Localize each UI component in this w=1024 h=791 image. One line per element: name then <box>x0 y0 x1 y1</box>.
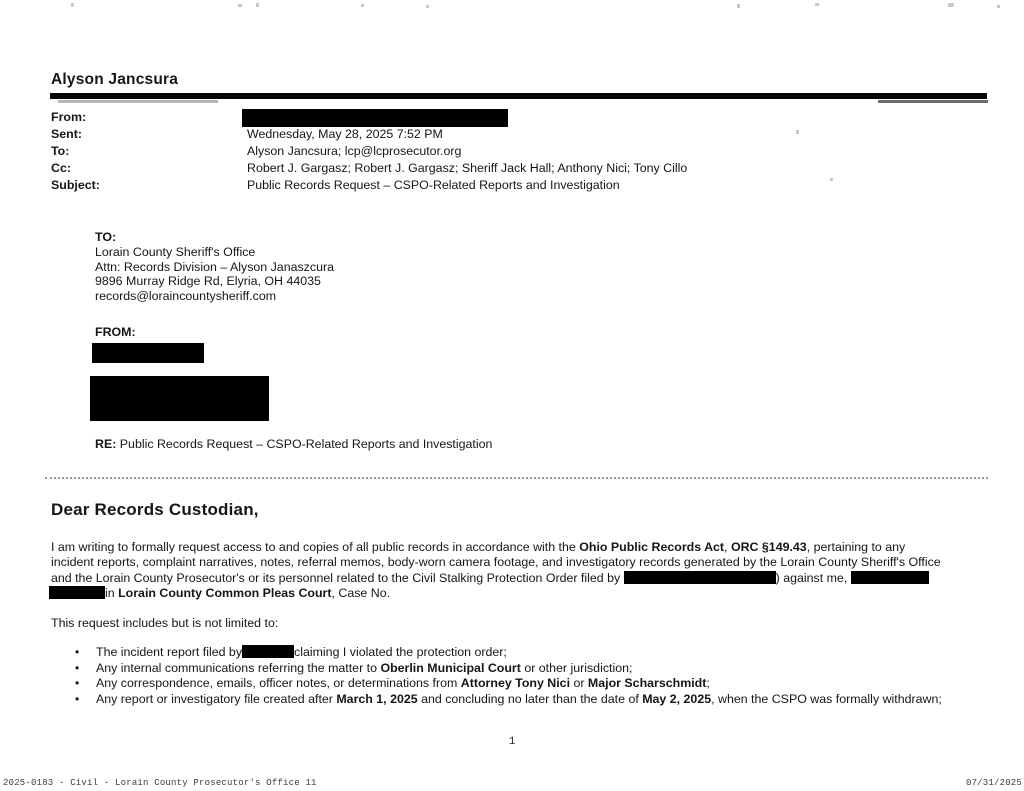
subject-label: Subject: <box>51 178 100 192</box>
bullet-dot: • <box>75 691 80 706</box>
scan-speck <box>997 5 1000 8</box>
scan-speck <box>815 3 819 6</box>
from-block-label: FROM: <box>95 325 136 339</box>
to-block-label: TO: <box>95 230 117 244</box>
text-segment: The incident report filed by <box>96 645 243 659</box>
text-segment: Any correspondence, emails, officer notes, or determinations from <box>96 676 461 691</box>
paragraph-line-1 <box>51 540 1011 555</box>
redaction-bar <box>90 376 269 421</box>
footer-case-reference: 2025-0183 - Civil - Lorain County Prosecutor's Office 11 <box>3 778 317 788</box>
text-segment: I am writing to formally request access to and copies of all public records in accordance with the <box>51 540 580 554</box>
redaction-bar <box>851 571 929 584</box>
bullet-item-1 <box>75 645 942 661</box>
text-segment-bold: Oberlin Municipal Court <box>380 660 521 675</box>
to-label: To: <box>51 144 70 158</box>
request-paragraph <box>51 540 1011 601</box>
text-segment: , <box>724 540 731 554</box>
sent-label: Sent: <box>51 127 82 141</box>
scan-speck <box>361 4 364 7</box>
paragraph-line-4 <box>51 586 1011 601</box>
bullet-dot: • <box>75 676 80 691</box>
text-segment-bold: March 1, 2025 <box>336 691 418 706</box>
text-segment-bold: May 2, 2025 <box>642 691 712 706</box>
section-divider <box>45 477 988 479</box>
text-segment: , Case No. <box>331 585 391 600</box>
text-segment: or <box>570 676 588 691</box>
scan-smudge <box>58 100 218 103</box>
recipient-email: records@loraincountysheriff.com <box>95 289 277 304</box>
redaction-bar <box>92 343 204 363</box>
scan-speck <box>737 4 740 8</box>
request-bullet-list <box>75 645 942 707</box>
text-segment: , pertaining to any <box>806 540 906 554</box>
to-value: Alyson Jancsura; lcp@lcprosecutor.org <box>247 144 462 158</box>
text-segment-bold: Attorney Tony Nici <box>460 676 571 691</box>
text-segment: in <box>105 585 119 600</box>
bullet-item-2 <box>75 661 942 677</box>
scan-speck <box>426 5 429 8</box>
scan-speck <box>238 4 242 7</box>
recipient-attn: Attn: Records Division – Alyson Janaszcura <box>95 259 334 274</box>
re-subject-line <box>95 437 492 451</box>
redaction-bar <box>624 571 776 584</box>
re-label: RE: <box>95 437 117 451</box>
bullet-dot: • <box>75 645 80 659</box>
text-segment-bold: ORC §149.43 <box>730 540 807 554</box>
recipient-org: Lorain County Sheriff's Office <box>95 244 256 259</box>
paragraph-line-3 <box>51 571 1011 586</box>
scan-smudge <box>878 100 988 103</box>
recipient-address-block <box>95 230 334 304</box>
scan-speck <box>948 3 954 7</box>
text-segment: and concluding no later than the date of <box>417 691 643 706</box>
cc-label: Cc: <box>51 161 71 175</box>
text-segment-bold: Ohio Public Records Act <box>579 540 725 554</box>
bullet-item-3 <box>75 676 942 692</box>
text-segment: and the Lorain County Prosecutor's or its personnel related to the Civil Stalking Protection Order filed by <box>51 570 624 585</box>
scan-speck <box>71 3 74 7</box>
text-segment: ; <box>706 676 710 691</box>
scan-speck <box>796 130 799 134</box>
cc-value: Robert J. Gargasz; Robert J. Gargasz; Sheriff Jack Hall; Anthony Nici; Tony Cillo <box>247 161 688 175</box>
redaction-bar <box>49 586 105 599</box>
text-segment: claiming I violated the protection order; <box>294 645 507 659</box>
bullet-item-4 <box>75 692 942 708</box>
redaction-bar <box>242 645 294 658</box>
text-segment: Any report or investigatory file created after <box>96 691 337 706</box>
text-segment: incident reports, complaint narratives, notes, referral memos, body-worn camera footage, and investigatory records generated by the Lorain County Sheriff's Office <box>51 555 941 570</box>
text-segment: or other jurisdiction; <box>520 660 633 675</box>
bullet-dot: • <box>75 660 80 675</box>
recipient-street: 9896 Murray Ridge Rd, Elyria, OH 44035 <box>95 274 321 289</box>
scan-speck <box>256 3 259 7</box>
subject-value: Public Records Request – CSPO-Related Reports and Investigation <box>247 178 620 192</box>
sent-value: Wednesday, May 28, 2025 7:52 PM <box>247 127 443 141</box>
scan-speck <box>830 178 833 181</box>
text-segment-bold: Lorain County Common Pleas Court <box>118 585 332 600</box>
redaction-bar <box>242 109 508 127</box>
text-segment: Any internal communications referring the matter to <box>96 660 381 675</box>
re-text: Public Records Request – CSPO-Related Reports and Investigation <box>116 437 493 451</box>
paragraph-line-2 <box>51 555 1011 570</box>
sender-name-title: Alyson Jancsura <box>51 71 179 88</box>
page-number: 1 <box>508 736 516 748</box>
footer-date: 07/31/2025 <box>965 778 1022 788</box>
header-divider-rule <box>50 93 987 99</box>
text-segment: , when the CSPO was formally withdrawn; <box>711 691 942 706</box>
from-label: From: <box>51 110 87 124</box>
text-segment-bold: Major Scharschmidt <box>587 676 707 691</box>
request-intro: This request includes but is not limited to: <box>51 616 279 630</box>
text-segment: ) against me, <box>775 570 851 585</box>
salutation: Dear Records Custodian, <box>51 500 259 519</box>
